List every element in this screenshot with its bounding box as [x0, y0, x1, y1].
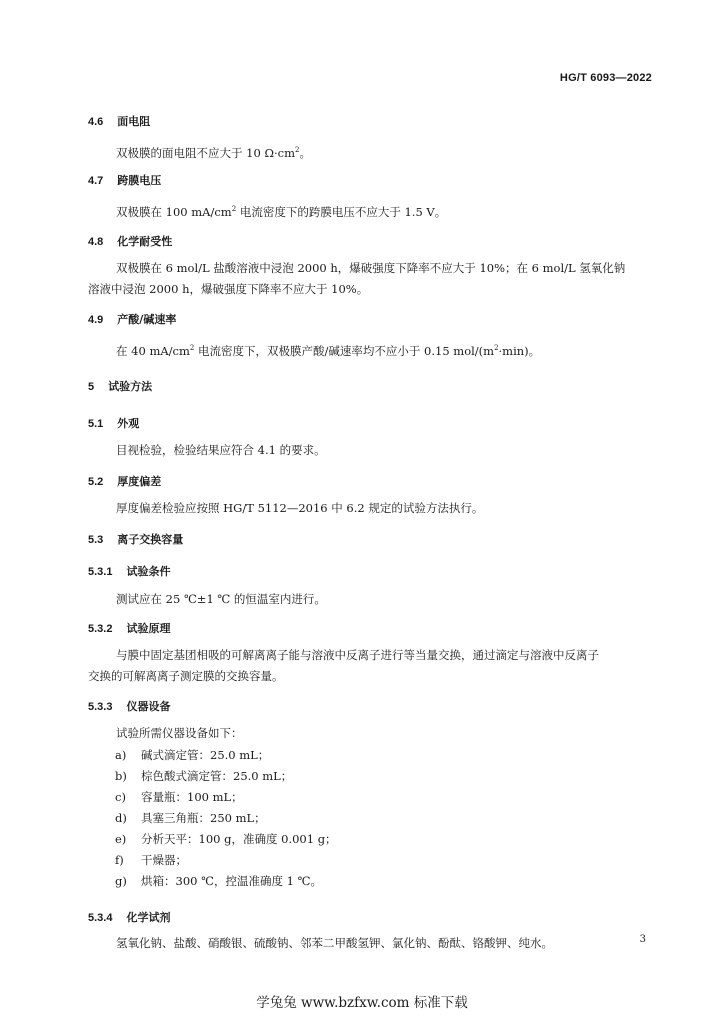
section-4-6-heading [88, 113, 150, 129]
section-title: 化学试剂 [126, 911, 171, 924]
section-5-3-2-heading [88, 620, 170, 636]
section-title: 跨膜电压 [117, 174, 162, 187]
section-4-8-line-1: 双极膜在 6 mol/L 盐酸溶液中浸泡 2000 h，爆破强度下降率不应大于 10%；在 6 mol/L 氢氧化钠 [116, 261, 626, 275]
section-4-9-body [116, 338, 672, 362]
list-marker: b) [115, 769, 127, 783]
superscript: 2 [189, 344, 195, 352]
list-marker: e) [115, 832, 127, 846]
section-title: 厚度偏差 [117, 475, 162, 488]
list-item-text: 烘箱：300 ℃，控温准确度 1 ℃。 [141, 874, 322, 888]
section-5-1-body: 目视检验，检验结果应符合 4.1 的要求。 [116, 443, 326, 457]
section-number: 5 [88, 381, 95, 393]
section-title: 化学耐受性 [117, 235, 173, 248]
section-5-3-4-heading [88, 909, 170, 925]
section-title: 离子交换容量 [117, 533, 184, 546]
text: 。 [299, 146, 311, 160]
section-5-3-1-heading [88, 563, 170, 579]
list-item [115, 852, 187, 868]
section-title: 试验条件 [126, 565, 171, 578]
section-number: 4.8 [88, 236, 104, 248]
standard-code: HG/T 6093—2022 [559, 72, 652, 84]
list-item-text: 干燥器； [141, 853, 187, 867]
text: 电流密度下的跨膜电压不应大于 1.5 V。 [236, 205, 447, 219]
section-4-7-heading [88, 172, 161, 188]
section-5-2-body: 厚度偏差检验应按照 HG/T 5112—2016 中 6.2 规定的试验方法执行。 [116, 501, 484, 515]
section-5-3-1-body: 测试应在 25 ℃±1 ℃ 的恒温室内进行。 [116, 592, 326, 606]
text: 双极膜的面电阻不应大于 10 Ω·cm [116, 146, 295, 160]
section-5-1-heading [88, 415, 139, 431]
section-title: 试验原理 [126, 622, 171, 635]
section-5-3-3-heading [88, 698, 170, 714]
section-number: 4.7 [88, 175, 104, 187]
section-4-9-heading [88, 311, 176, 327]
equipment-intro: 试验所需仪器设备如下： [116, 726, 243, 740]
section-title: 面电阻 [117, 115, 151, 128]
section-5-heading [88, 378, 152, 394]
list-item [115, 789, 243, 805]
section-4-7-body [116, 199, 672, 223]
list-item-text: 具塞三角瓶：250 mL； [141, 811, 266, 825]
section-number: 5.1 [88, 418, 104, 430]
section-number: 5.3.2 [88, 623, 113, 635]
section-4-6-body [116, 140, 672, 164]
section-number: 5.3.4 [88, 912, 113, 924]
page-number: 3 [639, 934, 646, 945]
section-number: 5.3 [88, 534, 104, 546]
list-marker: c) [115, 790, 126, 804]
section-number: 5.3.3 [88, 701, 113, 713]
section-title: 产酸/碱速率 [117, 313, 177, 326]
superscript: 2 [494, 344, 499, 352]
list-item [115, 810, 266, 826]
section-5-3-2-line-2: 交换的可解离离子测定膜的交换容量。 [88, 669, 284, 683]
superscript: 2 [231, 205, 237, 213]
text: ·min)。 [498, 344, 541, 358]
section-5-2-heading [88, 473, 161, 489]
footer-watermark: 学兔兔 www.bzfxw.com 标准下载 [256, 995, 468, 1011]
section-number: 5.3.1 [88, 566, 113, 578]
list-item [115, 831, 337, 847]
list-item-text: 容量瓶：100 mL； [141, 790, 243, 804]
list-marker: f) [115, 853, 124, 867]
section-5-3-heading [88, 531, 183, 547]
text: 在 40 mA/cm [116, 344, 190, 358]
list-marker: g) [115, 874, 127, 888]
list-marker: a) [115, 748, 127, 762]
section-title: 外观 [117, 417, 140, 430]
section-5-3-2-line-1: 与膜中固定基团相吸的可解离离子能与溶液中反离子进行等当量交换，通过滴定与溶液中反离子 [116, 648, 599, 662]
section-number: 4.6 [88, 116, 104, 128]
list-item [115, 768, 292, 784]
section-title: 试验方法 [108, 380, 153, 393]
section-4-8-line-2: 溶液中浸泡 2000 h，爆破强度下降率不应大于 10%。 [88, 282, 369, 296]
list-item-text: 棕色酸式滴定管：25.0 mL； [141, 769, 293, 783]
section-4-8-heading [88, 233, 172, 249]
section-5-3-4-body: 氢氧化钠、盐酸、硝酸银、硫酸钠、邻苯二甲酸氢钾、氯化钠、酚酞、铬酸钾、纯水。 [116, 936, 553, 950]
section-number: 4.9 [88, 314, 104, 326]
text: 双极膜在 100 mA/cm [116, 205, 232, 219]
list-item-text: 碱式滴定管：25.0 mL； [141, 748, 270, 762]
superscript: 2 [294, 146, 300, 154]
list-item-text: 分析天平：100 g，准确度 0.001 g； [141, 832, 337, 846]
list-marker: d) [115, 811, 127, 825]
list-item [115, 747, 269, 763]
section-title: 仪器设备 [126, 700, 171, 713]
section-number: 5.2 [88, 476, 104, 488]
list-item [115, 873, 322, 889]
text: 电流密度下，双极膜产酸/碱速率均不应小于 0.15 mol/(m [194, 344, 495, 358]
